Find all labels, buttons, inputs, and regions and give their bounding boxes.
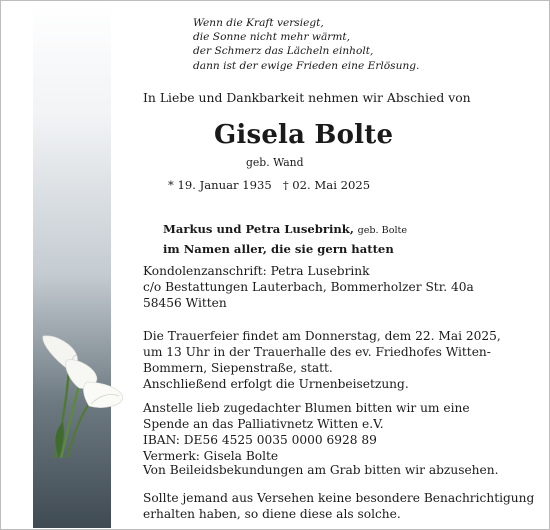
funeral-line: Die Trauerfeier findet am Donnerstag, dem 22. Mai 2025, xyxy=(143,329,501,343)
birth-date: * 19. Januar 1935 xyxy=(168,178,272,192)
poem-line: die Sonne nicht mehr wärmt, xyxy=(193,31,351,44)
deceased-name: Gisela Bolte xyxy=(214,120,394,150)
mourner-line: im Namen aller, die sie gern hatten xyxy=(163,242,394,256)
mourners xyxy=(163,220,407,259)
funeral-info xyxy=(143,328,501,392)
funeral-line: um 13 Uhr in der Trauerhalle des ev. Friedhofes Witten- xyxy=(143,345,491,359)
grave-note: Von Beileidsbekundungen am Grab bitten wir abzusehen. xyxy=(143,463,499,477)
address-line: 58456 Witten xyxy=(143,296,227,310)
donation-line: Vermerk: Gisela Bolte xyxy=(143,449,279,463)
calla-lily-illustration xyxy=(33,330,133,460)
donation-line: Spende an das Palliativnetz Witten e.V. xyxy=(143,417,384,431)
condolence-address xyxy=(143,263,474,311)
donation-info xyxy=(143,400,470,464)
funeral-line: Bommern, Siepenstraße, statt. xyxy=(143,361,333,375)
funeral-line: Anschließend erfolgt die Urnenbeisetzung. xyxy=(143,377,409,391)
birth-name: geb. Wand xyxy=(246,156,304,169)
mourner-names: Markus und Petra Lusebrink, xyxy=(163,222,354,236)
address-line: c/o Bestattungen Lauterbach, Bommerholzer Str. 40a xyxy=(143,280,474,294)
poem-line: dann ist der ewige Frieden eine Erlösung. xyxy=(193,59,420,72)
mourner-note: geb. Bolte xyxy=(357,225,408,236)
poem xyxy=(193,16,419,73)
closing-line: Sollte jemand aus Versehen keine besondere Benachrichtigung xyxy=(143,491,535,505)
intro-text: In Liebe und Dankbarkeit nehmen wir Abschied von xyxy=(143,90,471,105)
address-line: Kondolenzanschrift: Petra Lusebrink xyxy=(143,264,370,278)
poem-line: der Schmerz das Lächeln einholt, xyxy=(193,45,374,58)
death-date: † 02. Mai 2025 xyxy=(282,178,371,192)
life-dates xyxy=(168,178,370,192)
closing-note xyxy=(143,490,534,522)
closing-line: erhalten haben, so diene diese als solche. xyxy=(143,507,401,521)
donation-line: Anstelle lieb zugedachter Blumen bitten wir um eine xyxy=(143,401,470,415)
donation-line: IBAN: DE56 4525 0035 0000 6928 89 xyxy=(143,433,377,447)
poem-line: Wenn die Kraft versiegt, xyxy=(193,17,324,29)
